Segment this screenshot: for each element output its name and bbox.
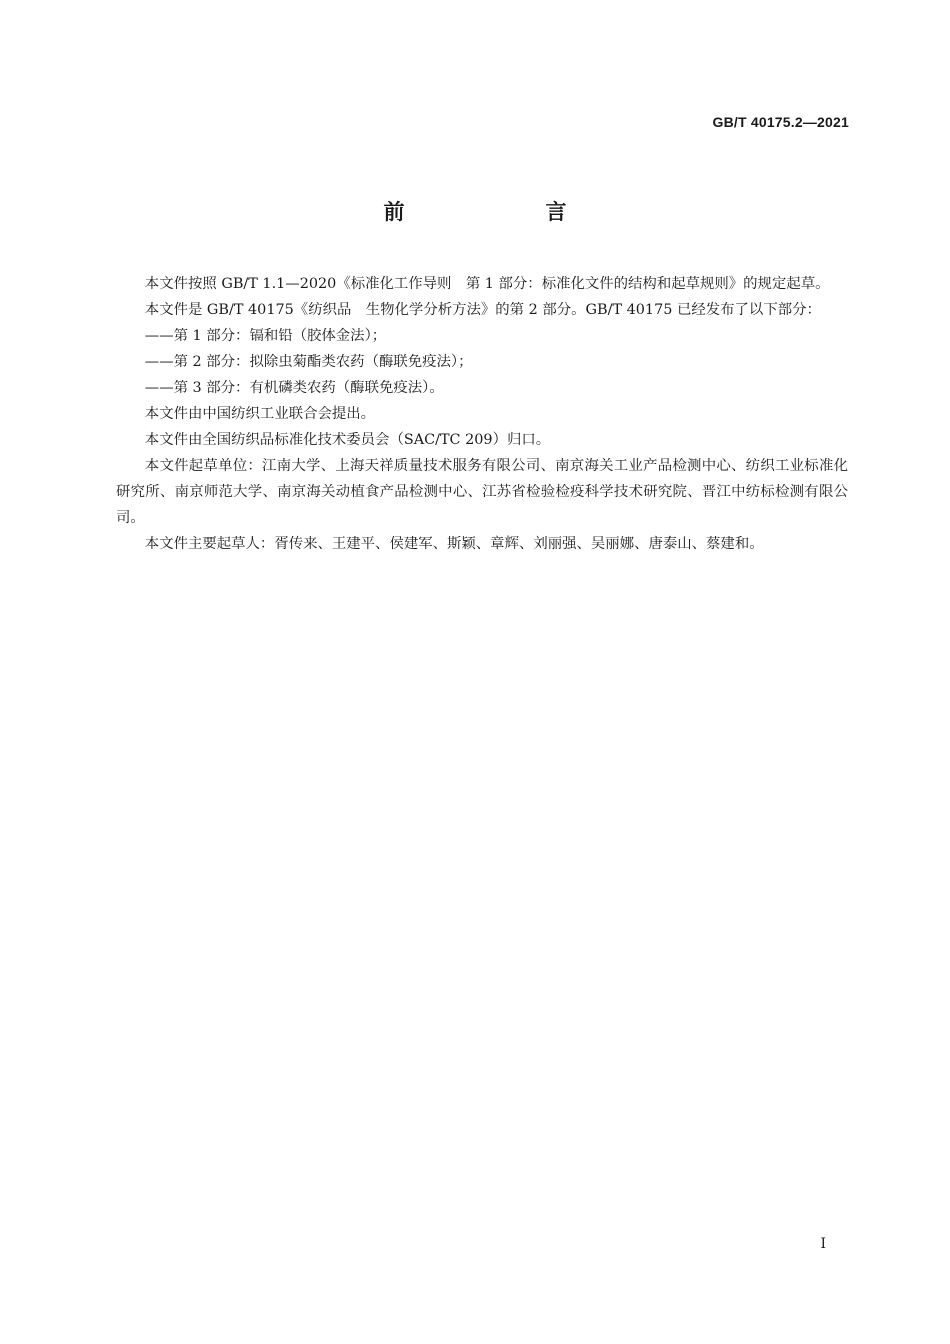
paragraph-series-info: 本文件是 GB/T 40175《纺织品 生物化学分析方法》的第 2 部分。GB/T 40175 已经发布了以下部分： [144,302,821,318]
list-item-part-3: ——第 3 部分：有机磷类农药（酶联免疫法）。 [144,380,444,396]
paragraph-proposer: 本文件由中国纺织工业联合会提出。 [144,406,376,422]
page-number: I [820,1236,826,1252]
paragraph-committee: 本文件由全国纺织品标准化技术委员会（SAC/TC 209）归口。 [144,432,551,448]
paragraph-drafting-rules: 本文件按照 GB/T 1.1—2020《标准化工作导则 第 1 部分：标准化文件的结构和起草规则》的规定起草。 [144,276,830,292]
paragraph-drafting-units: 本文件起草单位：江南大学、上海天祥质量技术服务有限公司、南京海关工业产品检测中心、纺织工业标准化研究所、南京师范大学、南京海关动植食产品检测中心、江苏省检验检疫科学技术研究院、晋江中纺标检测有限公司。 [116,458,848,526]
standard-code: GB/T 40175.2—2021 [712,114,849,130]
paragraph-drafters: 本文件主要起草人：胥传来、王建平、侯建军、斯颖、章辉、刘丽强、吴丽娜、唐泰山、蔡建和。 [144,536,764,552]
foreword-body [116,271,848,557]
page-title: 前 言 [383,200,627,224]
list-item-part-2: ——第 2 部分：拟除虫菊酯类农药（酶联免疫法）； [144,354,473,370]
list-item-part-1: ——第 1 部分：镉和铅（胶体金法）； [144,328,387,344]
